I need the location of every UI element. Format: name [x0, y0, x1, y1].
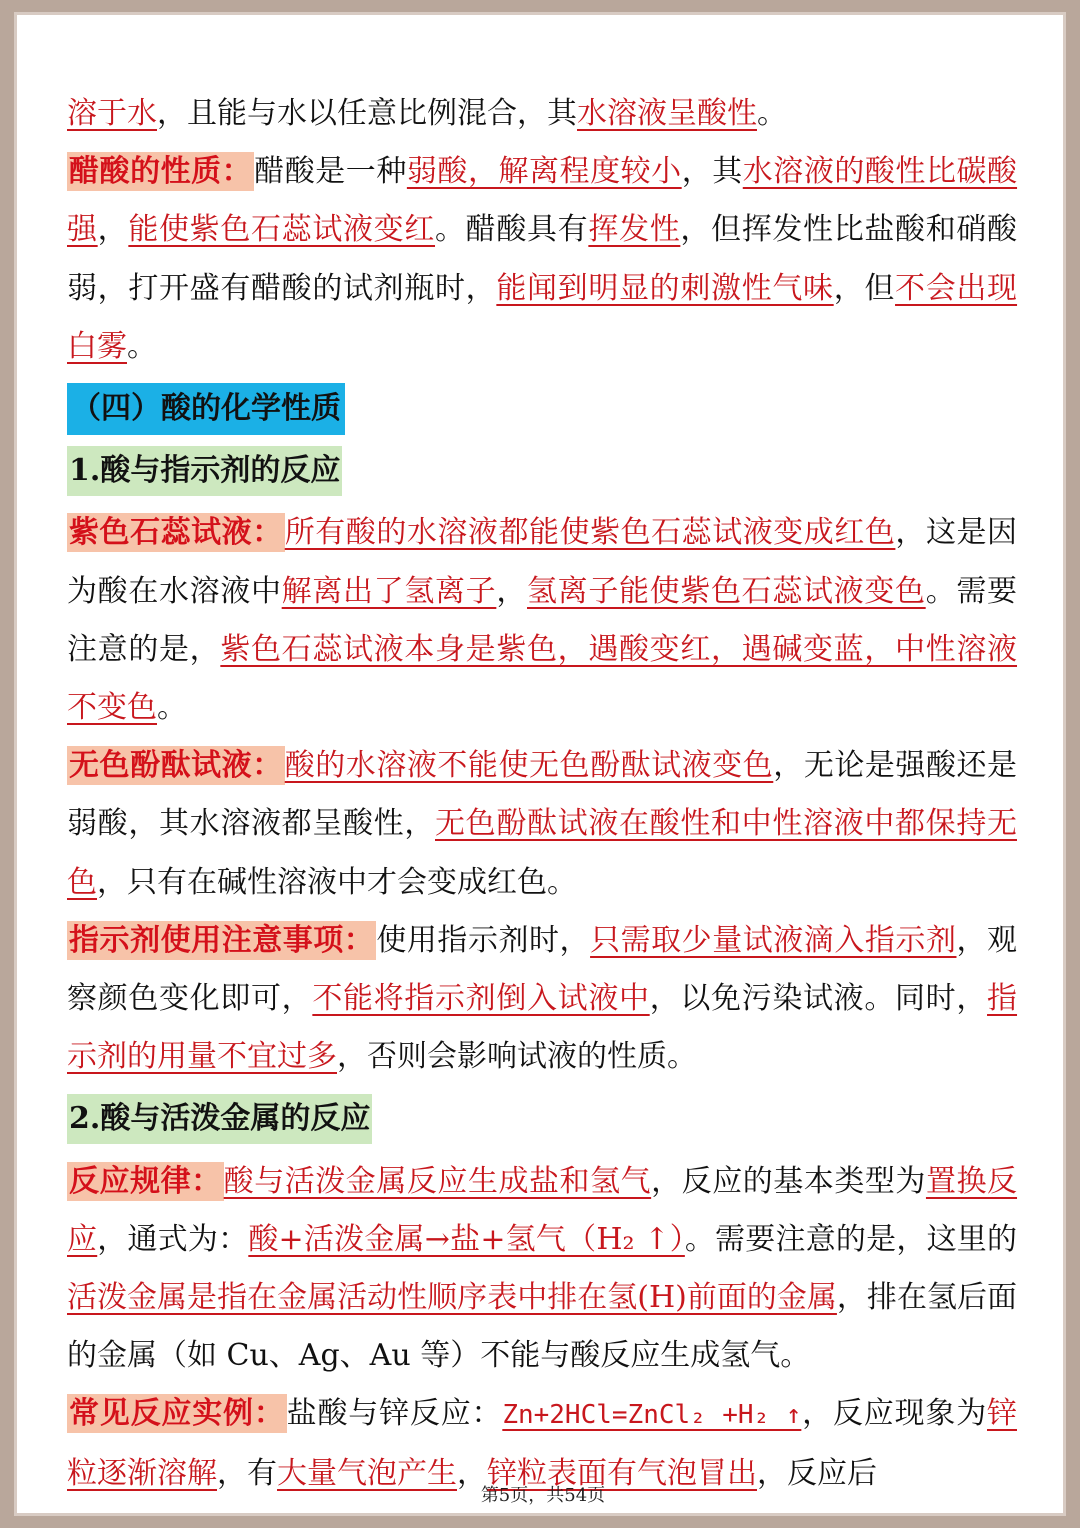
text-run: ，只有在碱性溶液中才会变成红色。: [97, 864, 577, 900]
text-run: 使用指示剂时，: [376, 922, 591, 958]
text-run: ，: [457, 1455, 487, 1491]
text-run: 。醋酸具有: [435, 212, 589, 248]
paragraph-reaction-rule: [67, 1153, 1017, 1386]
text-run: ，这是因为酸在水溶液中: [67, 515, 1018, 609]
key-phrase: 溶于水: [67, 96, 157, 131]
key-phrase: 能闻到明显的刺激性气味: [496, 270, 834, 306]
paragraph-phenolphthalein: [67, 737, 1017, 912]
text-run: ，其: [681, 154, 743, 190]
text-run: ，有: [217, 1455, 277, 1491]
text-run: ，以免污染试液。同时，: [649, 981, 988, 1017]
subsection-heading: 2.酸与活泼金属的反应: [67, 1094, 372, 1144]
text-run: ，反应现象为: [801, 1396, 987, 1432]
text-run: 醋酸是一种: [254, 154, 407, 190]
text-run: 。需要注意的是，这里的: [684, 1221, 1018, 1257]
page-frame: [14, 12, 1066, 1516]
section-heading: （四）酸的化学性质: [67, 383, 345, 435]
key-phrase: 指示剂的用量不宜过多: [67, 981, 1018, 1075]
text-run: ，: [496, 573, 528, 609]
key-phrase: 无色酚酞试液在酸性和中性溶液中都保持无色: [67, 806, 1017, 900]
document-body: [67, 85, 1017, 1503]
highlight-label: 指示剂使用注意事项：: [69, 922, 375, 958]
key-phrase: 不会出现白雾: [67, 270, 1018, 364]
text-run: 。: [127, 328, 157, 364]
key-phrase: 挥发性: [588, 212, 681, 248]
text-run: 。: [757, 96, 787, 131]
text-run: ，反应后: [757, 1455, 877, 1491]
key-phrase: 置换反应: [67, 1163, 1018, 1257]
key-phrase: 水溶液的酸性比碳酸强: [67, 154, 1018, 248]
text-run: ，: [97, 212, 129, 248]
text-run: ，通式为：: [97, 1221, 249, 1257]
paragraph-indicator-notes: [67, 912, 1017, 1087]
text-run: ，但挥发性比盐酸和硝酸弱，打开盛有醋酸的试剂瓶时，: [67, 212, 1018, 306]
highlight-label: 紫色石蕊试液：: [69, 515, 283, 551]
paragraph-acetic-acid-properties: [67, 143, 1017, 376]
key-phrase: 弱酸，解离程度较小: [406, 154, 682, 190]
key-phrase: 酸的水溶液不能使无色酚酞试液变色: [284, 748, 774, 784]
key-phrase: 不能将指示剂倒入试液中: [312, 981, 650, 1017]
text-run: 盐酸与锌反应：: [286, 1396, 503, 1432]
key-phrase: 解离出了氢离子: [281, 573, 497, 609]
text-run: ，无论是强酸还是弱酸，其水溶液都呈酸性，: [67, 748, 1018, 842]
key-phrase: 锌粒表面有气泡冒出: [487, 1455, 757, 1491]
key-phrase: 酸与活泼金属反应生成盐和氢气: [223, 1163, 652, 1199]
highlight-label: 醋酸的性质：: [69, 154, 253, 190]
text-run: 。需要注意的是，: [67, 573, 1018, 667]
key-phrase: 大量气泡产生: [277, 1455, 457, 1491]
text-run: ，观察颜色变化即可，: [67, 922, 1018, 1017]
subsection-heading: 1.酸与指示剂的反应: [67, 446, 342, 496]
key-phrase: 锌粒逐渐溶解: [67, 1396, 1017, 1491]
paragraph-solubility: [67, 85, 1017, 143]
key-phrase: 紫色石蕊试液本身是紫色，遇酸变红，遇碱变蓝，中性溶液不变色: [67, 631, 1018, 726]
key-phrase: 水溶液呈酸性: [577, 96, 757, 131]
key-phrase: 能使紫色石蕊试液变红: [128, 212, 436, 248]
text-run: ，否则会影响试液的性质。: [337, 1039, 697, 1075]
chemical-equation: Zn+2HCl=ZnCl₂ +H₂ ↑: [502, 1400, 802, 1431]
text-run: ，且能与水以任意比例混合，其: [157, 96, 577, 131]
highlight-label: 反应规律：: [69, 1163, 222, 1199]
key-phrase: 活泼金属是指在金属活动性顺序表中排在氢(H)前面的金属: [67, 1280, 837, 1316]
highlight-label: 常见反应实例：: [69, 1396, 285, 1432]
key-phrase: 只需取少量试液滴入指示剂: [590, 922, 957, 958]
highlight-label: 无色酚酞试液：: [69, 748, 283, 784]
text-run: 。: [157, 690, 187, 726]
text-run: ，反应的基本类型为: [651, 1163, 926, 1199]
paragraph-litmus: [67, 504, 1017, 737]
text-run: ，排在氢后面的金属（如 Cu、Ag、Au 等）不能与酸反应生成氢气。: [67, 1280, 1017, 1374]
key-phrase: 所有酸的水溶液都能使紫色石蕊试液变成红色: [284, 515, 896, 551]
page-number: 第5页，共54页: [480, 1485, 606, 1506]
key-phrase: 酸+活泼金属→盐+氢气（H₂ ↑）: [248, 1221, 685, 1257]
key-phrase: 氢离子能使紫色石蕊试液变色: [527, 573, 926, 609]
text-run: ，但: [833, 270, 896, 306]
